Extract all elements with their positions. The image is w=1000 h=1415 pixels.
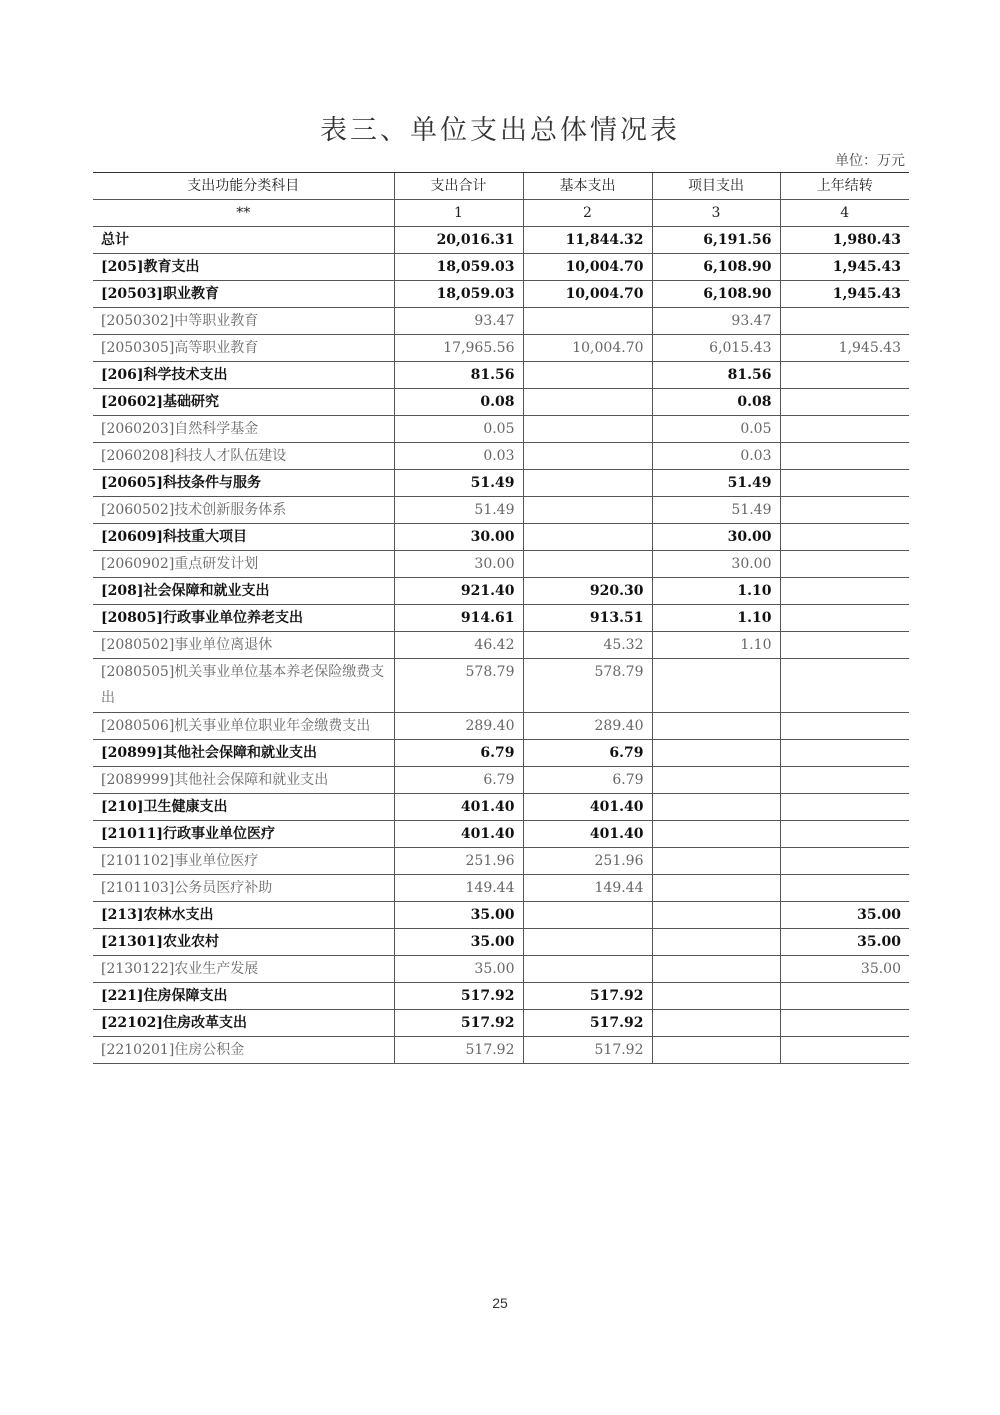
category-name-cell: [21301]农业农村 (93, 929, 394, 956)
table-row (93, 848, 909, 875)
carryover-cell (780, 1010, 909, 1037)
table-row (93, 605, 909, 632)
table-row (93, 767, 909, 794)
carryover-cell (780, 1037, 909, 1064)
category-name-cell: [2050302]中等职业教育 (93, 308, 394, 335)
project-cell: 1.10 (652, 578, 780, 605)
project-cell: 0.05 (652, 416, 780, 443)
total-cell: 51.49 (394, 470, 523, 497)
index-cell: 4 (780, 200, 909, 227)
total-cell: 35.00 (394, 929, 523, 956)
table-row (93, 929, 909, 956)
total-cell: 401.40 (394, 821, 523, 848)
project-cell (652, 1037, 780, 1064)
category-name-cell: [210]卫生健康支出 (93, 794, 394, 821)
carryover-cell (780, 767, 909, 794)
category-name-cell: [2130122]农业生产发展 (93, 956, 394, 983)
table-row (93, 1010, 909, 1037)
project-cell (652, 767, 780, 794)
carryover-cell (780, 578, 909, 605)
carryover-cell (780, 470, 909, 497)
basic-cell: 10,004.70 (523, 254, 652, 281)
table-row (93, 551, 909, 578)
category-name-cell: [213]农林水支出 (93, 902, 394, 929)
category-name-cell: [2101103]公务员医疗补助 (93, 875, 394, 902)
header-total: 支出合计 (394, 173, 523, 200)
project-cell (652, 659, 780, 713)
carryover-cell (780, 389, 909, 416)
table-row (93, 1037, 909, 1064)
total-cell: 149.44 (394, 875, 523, 902)
project-cell: 51.49 (652, 470, 780, 497)
project-cell (652, 902, 780, 929)
total-cell: 251.96 (394, 848, 523, 875)
category-name-cell: [22102]住房改革支出 (93, 1010, 394, 1037)
total-cell: 17,965.56 (394, 335, 523, 362)
project-cell: 51.49 (652, 497, 780, 524)
carryover-cell: 1,980.43 (780, 227, 909, 254)
table-row (93, 362, 909, 389)
basic-cell (523, 362, 652, 389)
carryover-cell (780, 497, 909, 524)
carryover-cell (780, 740, 909, 767)
carryover-cell (780, 362, 909, 389)
carryover-cell: 1,945.43 (780, 254, 909, 281)
basic-cell: 251.96 (523, 848, 652, 875)
basic-cell: 10,004.70 (523, 335, 652, 362)
carryover-cell (780, 443, 909, 470)
project-cell: 6,015.43 (652, 335, 780, 362)
basic-cell: 11,844.32 (523, 227, 652, 254)
table-row (93, 659, 909, 713)
index-cell: 3 (652, 200, 780, 227)
total-cell: 578.79 (394, 659, 523, 713)
category-name-cell: [2060902]重点研发计划 (93, 551, 394, 578)
basic-cell: 45.32 (523, 632, 652, 659)
category-name-cell: [205]教育支出 (93, 254, 394, 281)
category-name-cell: [20805]行政事业单位养老支出 (93, 605, 394, 632)
total-cell: 517.92 (394, 983, 523, 1010)
carryover-cell: 35.00 (780, 902, 909, 929)
project-cell: 1.10 (652, 605, 780, 632)
project-cell: 30.00 (652, 524, 780, 551)
total-cell: 6.79 (394, 767, 523, 794)
expenditure-table (93, 172, 909, 1064)
basic-cell: 913.51 (523, 605, 652, 632)
carryover-cell (780, 659, 909, 713)
project-cell: 0.03 (652, 443, 780, 470)
project-cell: 81.56 (652, 362, 780, 389)
basic-cell (523, 902, 652, 929)
total-cell: 30.00 (394, 524, 523, 551)
carryover-cell (780, 821, 909, 848)
total-cell: 20,016.31 (394, 227, 523, 254)
table-row (93, 308, 909, 335)
header-project: 项目支出 (652, 173, 780, 200)
category-name-cell: 总计 (93, 227, 394, 254)
table-row (93, 956, 909, 983)
total-cell: 0.03 (394, 443, 523, 470)
basic-cell: 6.79 (523, 767, 652, 794)
basic-cell (523, 308, 652, 335)
category-name-cell: [208]社会保障和就业支出 (93, 578, 394, 605)
total-cell: 51.49 (394, 497, 523, 524)
total-cell: 30.00 (394, 551, 523, 578)
carryover-cell (780, 308, 909, 335)
category-name-cell: [2089999]其他社会保障和就业支出 (93, 767, 394, 794)
project-cell (652, 794, 780, 821)
basic-cell (523, 416, 652, 443)
project-cell (652, 929, 780, 956)
basic-cell (523, 551, 652, 578)
index-cell: ** (93, 200, 394, 227)
carryover-cell (780, 605, 909, 632)
table-row (93, 632, 909, 659)
total-cell: 0.05 (394, 416, 523, 443)
table-row (93, 983, 909, 1010)
category-name-cell: [20899]其他社会保障和就业支出 (93, 740, 394, 767)
carryover-cell (780, 983, 909, 1010)
category-name-cell: [20605]科技条件与服务 (93, 470, 394, 497)
project-cell (652, 1010, 780, 1037)
project-cell: 1.10 (652, 632, 780, 659)
project-cell (652, 713, 780, 740)
project-cell: 6,191.56 (652, 227, 780, 254)
category-name-cell: [2080502]事业单位离退休 (93, 632, 394, 659)
carryover-cell: 35.00 (780, 929, 909, 956)
basic-cell: 401.40 (523, 821, 652, 848)
page-number: 25 (492, 1295, 508, 1311)
index-cell: 1 (394, 200, 523, 227)
basic-cell: 401.40 (523, 794, 652, 821)
table-row (93, 227, 909, 254)
carryover-cell (780, 524, 909, 551)
project-cell (652, 821, 780, 848)
project-cell (652, 848, 780, 875)
basic-cell: 578.79 (523, 659, 652, 713)
total-cell: 35.00 (394, 956, 523, 983)
table-row (93, 713, 909, 740)
project-cell: 30.00 (652, 551, 780, 578)
carryover-cell (780, 875, 909, 902)
table-row (93, 902, 909, 929)
total-cell: 517.92 (394, 1037, 523, 1064)
carryover-cell (780, 416, 909, 443)
category-name-cell: [2060208]科技人才队伍建设 (93, 443, 394, 470)
basic-cell: 920.30 (523, 578, 652, 605)
carryover-cell: 1,945.43 (780, 335, 909, 362)
table-row (93, 794, 909, 821)
total-cell: 401.40 (394, 794, 523, 821)
basic-cell: 10,004.70 (523, 281, 652, 308)
carryover-cell (780, 848, 909, 875)
table-row (93, 335, 909, 362)
carryover-cell (780, 713, 909, 740)
basic-cell (523, 497, 652, 524)
table-row (93, 470, 909, 497)
category-name-cell: [2210201]住房公积金 (93, 1037, 394, 1064)
category-name-cell: [2101102]事业单位医疗 (93, 848, 394, 875)
category-name-cell: [221]住房保障支出 (93, 983, 394, 1010)
table-row (93, 821, 909, 848)
project-cell (652, 875, 780, 902)
table-row (93, 740, 909, 767)
basic-cell (523, 443, 652, 470)
carryover-cell (780, 551, 909, 578)
header-carryover: 上年结转 (780, 173, 909, 200)
project-cell: 93.47 (652, 308, 780, 335)
carryover-cell (780, 794, 909, 821)
header-row (93, 173, 909, 200)
table-row (93, 497, 909, 524)
category-name-cell: [2080505]机关事业单位基本养老保险缴费支出 (93, 659, 394, 713)
carryover-cell: 35.00 (780, 956, 909, 983)
basic-cell: 6.79 (523, 740, 652, 767)
index-cell: 2 (523, 200, 652, 227)
project-cell (652, 740, 780, 767)
table-row (93, 281, 909, 308)
basic-cell: 149.44 (523, 875, 652, 902)
basic-cell: 289.40 (523, 713, 652, 740)
table-row (93, 443, 909, 470)
basic-cell: 517.92 (523, 1037, 652, 1064)
project-cell: 6,108.90 (652, 281, 780, 308)
category-name-cell: [20602]基础研究 (93, 389, 394, 416)
unit-label: 单位：万元 (835, 153, 905, 169)
category-name-cell: [206]科学技术支出 (93, 362, 394, 389)
table-row (93, 524, 909, 551)
table-row (93, 254, 909, 281)
table-row (93, 416, 909, 443)
basic-cell: 517.92 (523, 983, 652, 1010)
total-cell: 93.47 (394, 308, 523, 335)
project-cell: 6,108.90 (652, 254, 780, 281)
table-row (93, 875, 909, 902)
project-cell (652, 956, 780, 983)
category-name-cell: [2080506]机关事业单位职业年金缴费支出 (93, 713, 394, 740)
category-name-cell: [20609]科技重大项目 (93, 524, 394, 551)
basic-cell (523, 956, 652, 983)
total-cell: 517.92 (394, 1010, 523, 1037)
table-body (93, 227, 909, 1064)
index-row (93, 200, 909, 227)
header-category: 支出功能分类科目 (93, 173, 394, 200)
carryover-cell (780, 632, 909, 659)
total-cell: 46.42 (394, 632, 523, 659)
basic-cell: 517.92 (523, 1010, 652, 1037)
basic-cell (523, 929, 652, 956)
header-basic: 基本支出 (523, 173, 652, 200)
total-cell: 921.40 (394, 578, 523, 605)
total-cell: 0.08 (394, 389, 523, 416)
table-row (93, 578, 909, 605)
total-cell: 35.00 (394, 902, 523, 929)
project-cell (652, 983, 780, 1010)
total-cell: 81.56 (394, 362, 523, 389)
total-cell: 289.40 (394, 713, 523, 740)
total-cell: 18,059.03 (394, 254, 523, 281)
total-cell: 914.61 (394, 605, 523, 632)
category-name-cell: [20503]职业教育 (93, 281, 394, 308)
project-cell: 0.08 (652, 389, 780, 416)
basic-cell (523, 389, 652, 416)
category-name-cell: [2060203]自然科学基金 (93, 416, 394, 443)
category-name-cell: [2050305]高等职业教育 (93, 335, 394, 362)
basic-cell (523, 524, 652, 551)
basic-cell (523, 470, 652, 497)
page-title: 表三、单位支出总体情况表 (320, 115, 680, 146)
total-cell: 6.79 (394, 740, 523, 767)
table-row (93, 389, 909, 416)
total-cell: 18,059.03 (394, 281, 523, 308)
category-name-cell: [2060502]技术创新服务体系 (93, 497, 394, 524)
category-name-cell: [21011]行政事业单位医疗 (93, 821, 394, 848)
carryover-cell: 1,945.43 (780, 281, 909, 308)
